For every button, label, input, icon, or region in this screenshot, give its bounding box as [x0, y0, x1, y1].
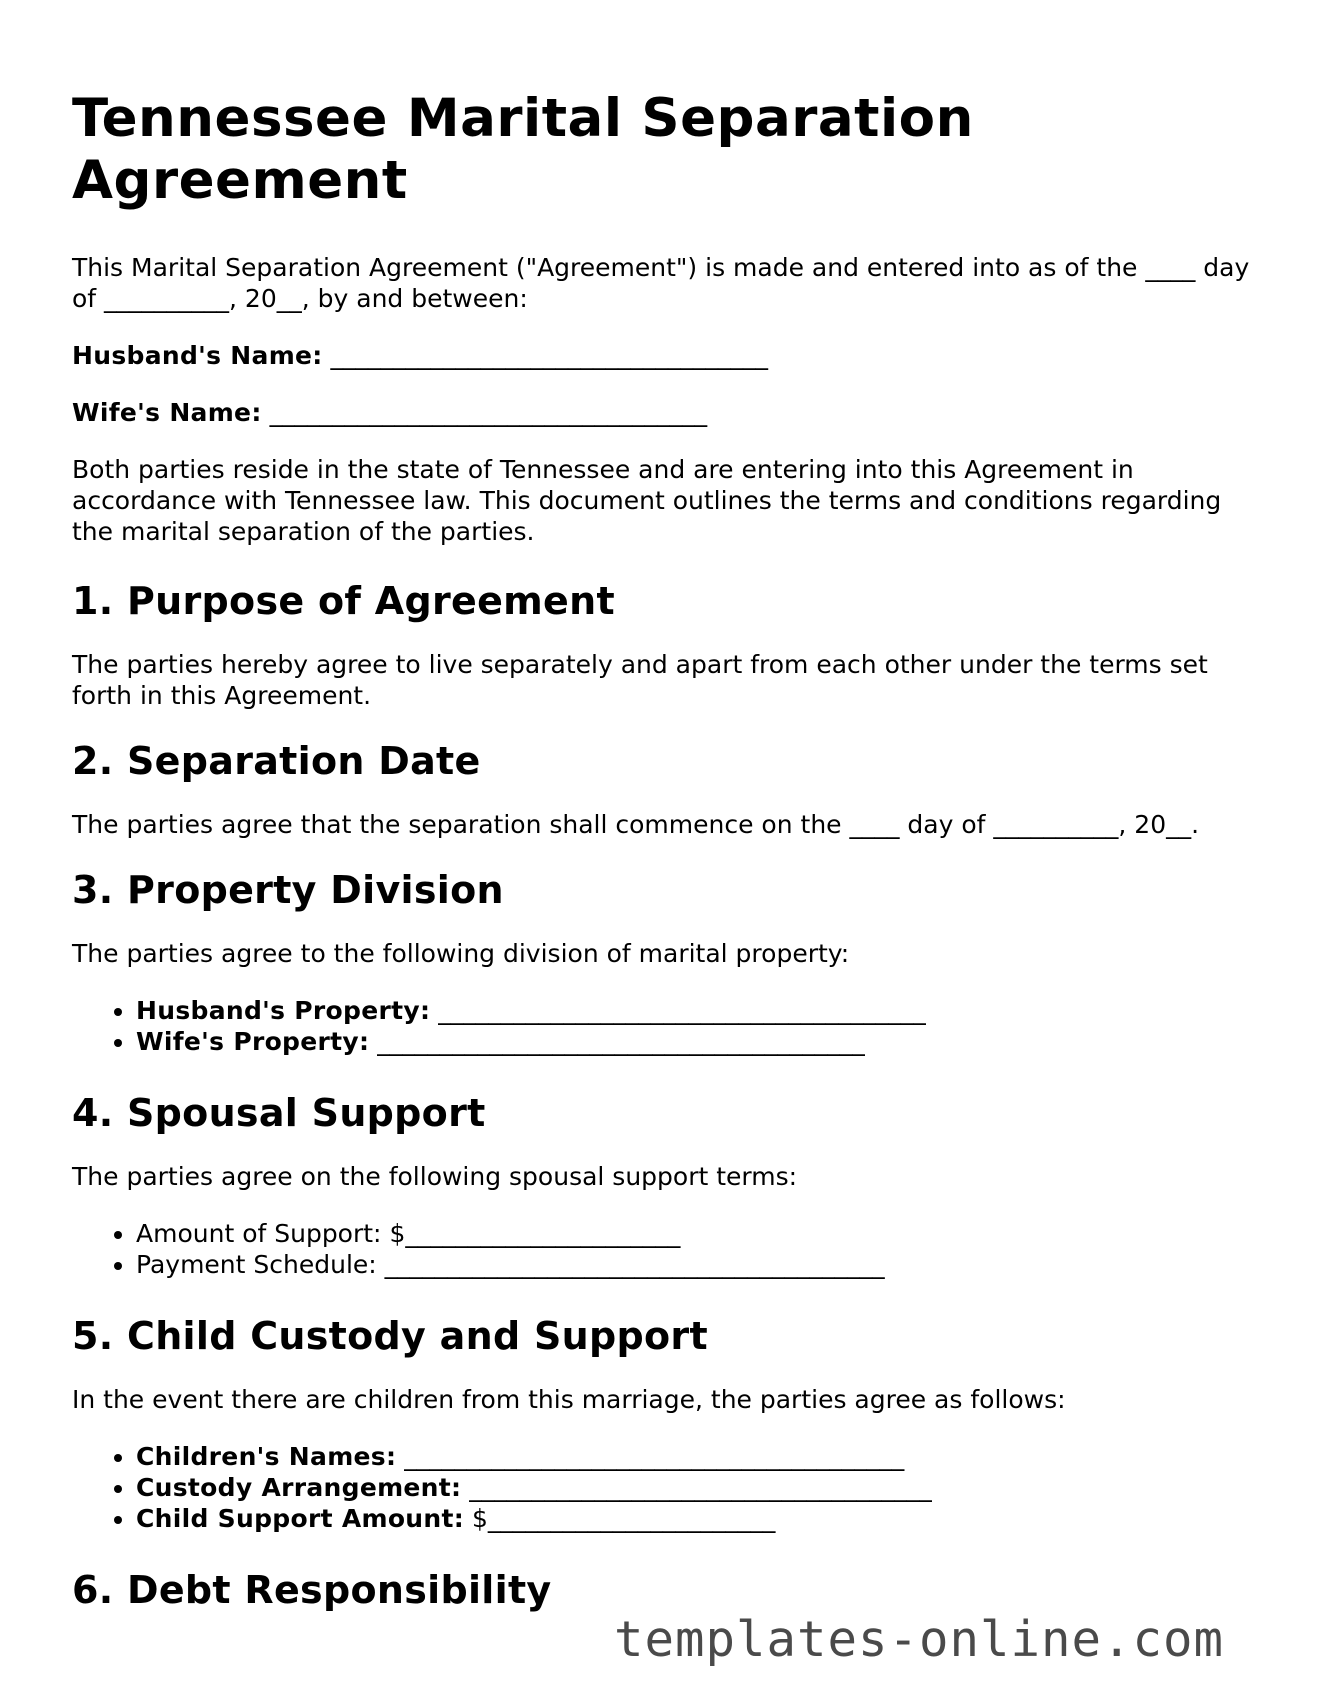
section-heading-property-division: 3. Property Division — [72, 868, 504, 912]
support-amount-blank: $______________________ — [389, 1219, 681, 1248]
support-amount-label: Amount of Support: — [136, 1219, 382, 1248]
husband-property-label: Husband's Property: — [136, 996, 431, 1025]
section-text-property-division: The parties agree to the following division of marital property: — [72, 939, 850, 968]
recital-paragraph: Both parties reside in the state of Tennessee and are entering into this Agreement in accordance with Tennessee law. This document outlines the terms and conditions regarding the marital separation of the parties. — [72, 455, 1222, 546]
section-text-spousal-support: The parties agree on the following spousal support terms: — [72, 1162, 798, 1191]
wife-property-blank: _______________________________________ — [377, 1027, 865, 1056]
child-support-amount-blank: $_______________________ — [472, 1504, 776, 1533]
section-heading-child-custody: 5. Child Custody and Support — [72, 1314, 708, 1358]
list-item — [136, 995, 1252, 1026]
wife-name-blank: ___________________________________ — [269, 398, 708, 427]
list-item — [136, 1441, 1252, 1472]
payment-schedule-blank: ________________________________________ — [384, 1250, 885, 1279]
intro-paragraph: This Marital Separation Agreement ("Agreement") is made and entered into as of the ____ day of __________, 20__, by and between: — [72, 253, 1250, 313]
husband-name-field — [72, 340, 1252, 371]
list-item — [136, 1472, 1252, 1503]
wife-name-label: Wife's Name: — [72, 398, 262, 427]
husband-name-label: Husband's Name: — [72, 341, 323, 370]
section-text-purpose: The parties hereby agree to live separately and apart from each other under the terms set forth in this Agreement. — [72, 650, 1208, 710]
section-text-separation-date: The parties agree that the separation shall commence on the ____ day of __________, 20__. — [72, 810, 1200, 839]
watermark: templates-online.com — [614, 1611, 1225, 1668]
child-support-amount-label: Child Support Amount: — [136, 1504, 465, 1533]
property-list — [72, 995, 1252, 1057]
document-title: Tennessee Marital Separation Agreement — [72, 88, 974, 211]
list-item — [136, 1503, 1252, 1534]
wife-name-field — [72, 397, 1252, 428]
section-heading-spousal-support: 4. Spousal Support — [72, 1091, 486, 1135]
husband-name-blank: ___________________________________ — [330, 341, 769, 370]
children-names-label: Children's Names: — [136, 1442, 397, 1471]
husband-property-blank: _______________________________________ — [438, 996, 926, 1025]
list-item — [136, 1249, 1252, 1280]
section-text-child-custody: In the event there are children from this marriage, the parties agree as follows: — [72, 1385, 1066, 1414]
custody-arrangement-label: Custody Arrangement: — [136, 1473, 462, 1502]
payment-schedule-label: Payment Schedule: — [136, 1250, 377, 1279]
custody-arrangement-blank: _____________________________________ — [469, 1473, 932, 1502]
list-item — [136, 1218, 1252, 1249]
document-page — [72, 88, 1252, 1638]
child-custody-list — [72, 1441, 1252, 1534]
children-names-blank: ________________________________________ — [404, 1442, 905, 1471]
section-heading-debt-responsibility: 6. Debt Responsibility — [72, 1568, 552, 1612]
section-heading-purpose: 1. Purpose of Agreement — [72, 579, 615, 623]
list-item — [136, 1026, 1252, 1057]
wife-property-label: Wife's Property: — [136, 1027, 370, 1056]
section-heading-separation-date: 2. Separation Date — [72, 739, 481, 783]
spousal-support-list — [72, 1218, 1252, 1280]
